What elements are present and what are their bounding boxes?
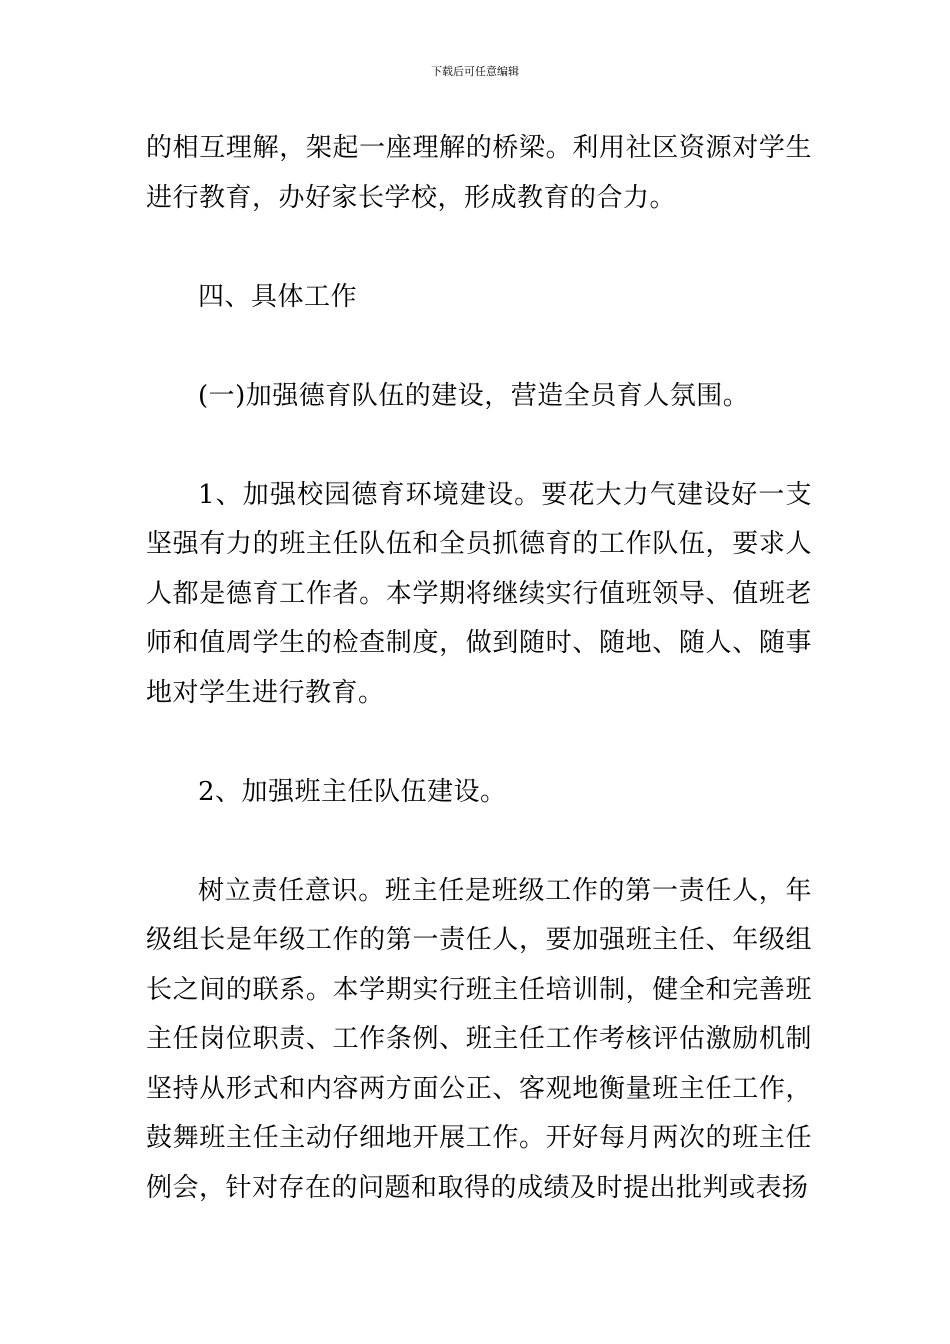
document-body [146,124,812,1213]
paragraph-gap [146,421,812,471]
paragraph-continuation: 的相互理解，架起一座理解的桥梁。利用社区资源对学生进行教育，办好家长学校，形成教育的合力。 [146,133,812,213]
page-header-note: 下载后可任意编辑 [431,65,519,78]
section-heading: 四、具体工作 [198,281,358,312]
paragraph-gap [146,718,812,768]
subsection-heading: (一)加强德育队伍的建设，营造全员育人氛围。 [198,380,750,411]
paragraph-gap [146,223,812,273]
paragraph-item-2: 2、加强班主任队伍建设。 [198,776,507,807]
paragraph-gap [146,817,812,867]
paragraph-gap [146,322,812,372]
paragraph-body: 树立责任意识。班主任是班级工作的第一责任人，年级组长是年级工作的第一责任人，要加强班主任、年级组长之间的联系。本学期实行班主任培训制，健全和完善班主任岗位职责、工作条例、班主任工作考核评估激励机制坚持从形式和内容两方面公正、客观地衡量班主任工作，鼓舞班主任主动仔细地开展工作。开好每月两次的班主任例会，针对存在的问题和取得的成绩及时提出批判或表扬 [146,875,812,1203]
paragraph-item-1: 1、加强校园德育环境建设。要花大力气建设好一支坚强有力的班主任队伍和全员抓德育的工作队伍，要求人人都是德育工作者。本学期将继续实行值班领导、值班老师和值周学生的检查制度，做到随时、随地、随人、随事地对学生进行教育。 [146,479,812,708]
